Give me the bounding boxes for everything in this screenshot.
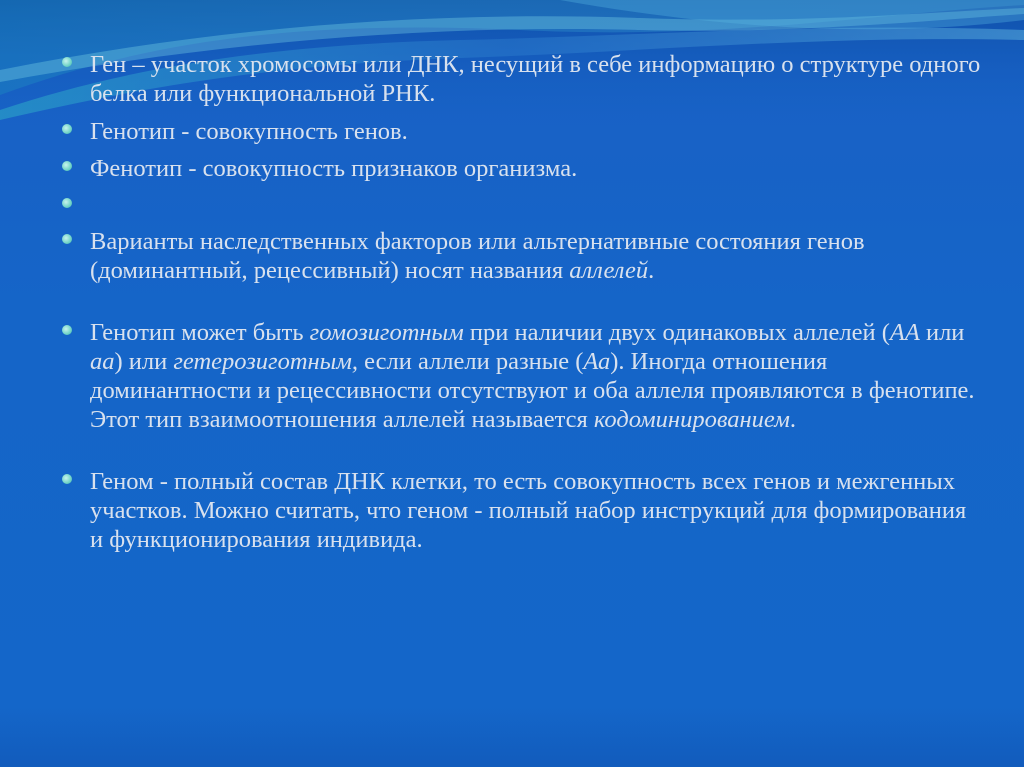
bullet-empty xyxy=(62,191,982,220)
bullet-text: Ген – участок хромосомы или ДНК, несущий в себе информацию о структуре одного белка или функциональной РНК. xyxy=(90,51,981,107)
bullet-text: . xyxy=(789,406,796,433)
bullet-dot-icon xyxy=(62,325,72,335)
bullet-dot-icon xyxy=(62,234,72,244)
term-alleles: аллелей xyxy=(569,257,649,284)
bullet-dot-icon xyxy=(62,474,72,484)
bullet-text: ) или xyxy=(114,348,174,375)
bullet-genotype-definition xyxy=(62,117,982,146)
bullet-text: Фенотип - совокупность признаков организма. xyxy=(90,155,578,182)
bullet-text: Генотип может быть xyxy=(90,319,310,346)
bullet-genome-definition xyxy=(62,467,982,554)
bullet-text: ). Иногда отношения доминантности и рецессивности отсутствуют и оба аллеля проявляются в фенотипе. Этот тип взаимоотношения аллелей называется xyxy=(90,348,975,433)
bullet-text: Геном - полный состав ДНК клетки, то есть совокупность всех генов и межгенных участков. Можно считать, что геном - полный набор инструкций для формирования и функционирования индивида. xyxy=(90,468,967,553)
bottom-shade xyxy=(0,707,1024,767)
bullet-dot-icon xyxy=(62,124,72,134)
term-aa: аа xyxy=(90,348,115,375)
term-AA: АА xyxy=(889,319,920,346)
term-Aa: Аа xyxy=(583,348,611,375)
bullet-alleles xyxy=(62,227,982,285)
slide-content xyxy=(62,50,982,554)
bullet-dot-icon xyxy=(62,198,72,208)
bullet-text: или xyxy=(919,319,965,346)
bullet-dot-icon xyxy=(62,57,72,67)
bullet-dot-icon xyxy=(62,161,72,171)
bullet-text: при наличии двух одинаковых аллелей ( xyxy=(463,319,890,346)
bullet-gene-definition xyxy=(62,50,982,108)
bullet-genotype-types xyxy=(62,318,982,434)
bullet-text: Генотип - совокупность генов. xyxy=(90,118,408,145)
term-homozygous: гомозиготным xyxy=(309,319,464,346)
term-codominance: кодоминированием xyxy=(593,406,790,433)
bullet-text: если аллели разные ( xyxy=(358,348,584,375)
bullet-text: Варианты наследственных факторов или альтернативные состояния генов (доминантный, рецессивный) носят названия xyxy=(90,228,865,284)
term-heterozygous: гетерозиготным, xyxy=(173,348,359,375)
bullet-phenotype-definition xyxy=(62,154,982,183)
bullet-text: . xyxy=(648,257,655,284)
